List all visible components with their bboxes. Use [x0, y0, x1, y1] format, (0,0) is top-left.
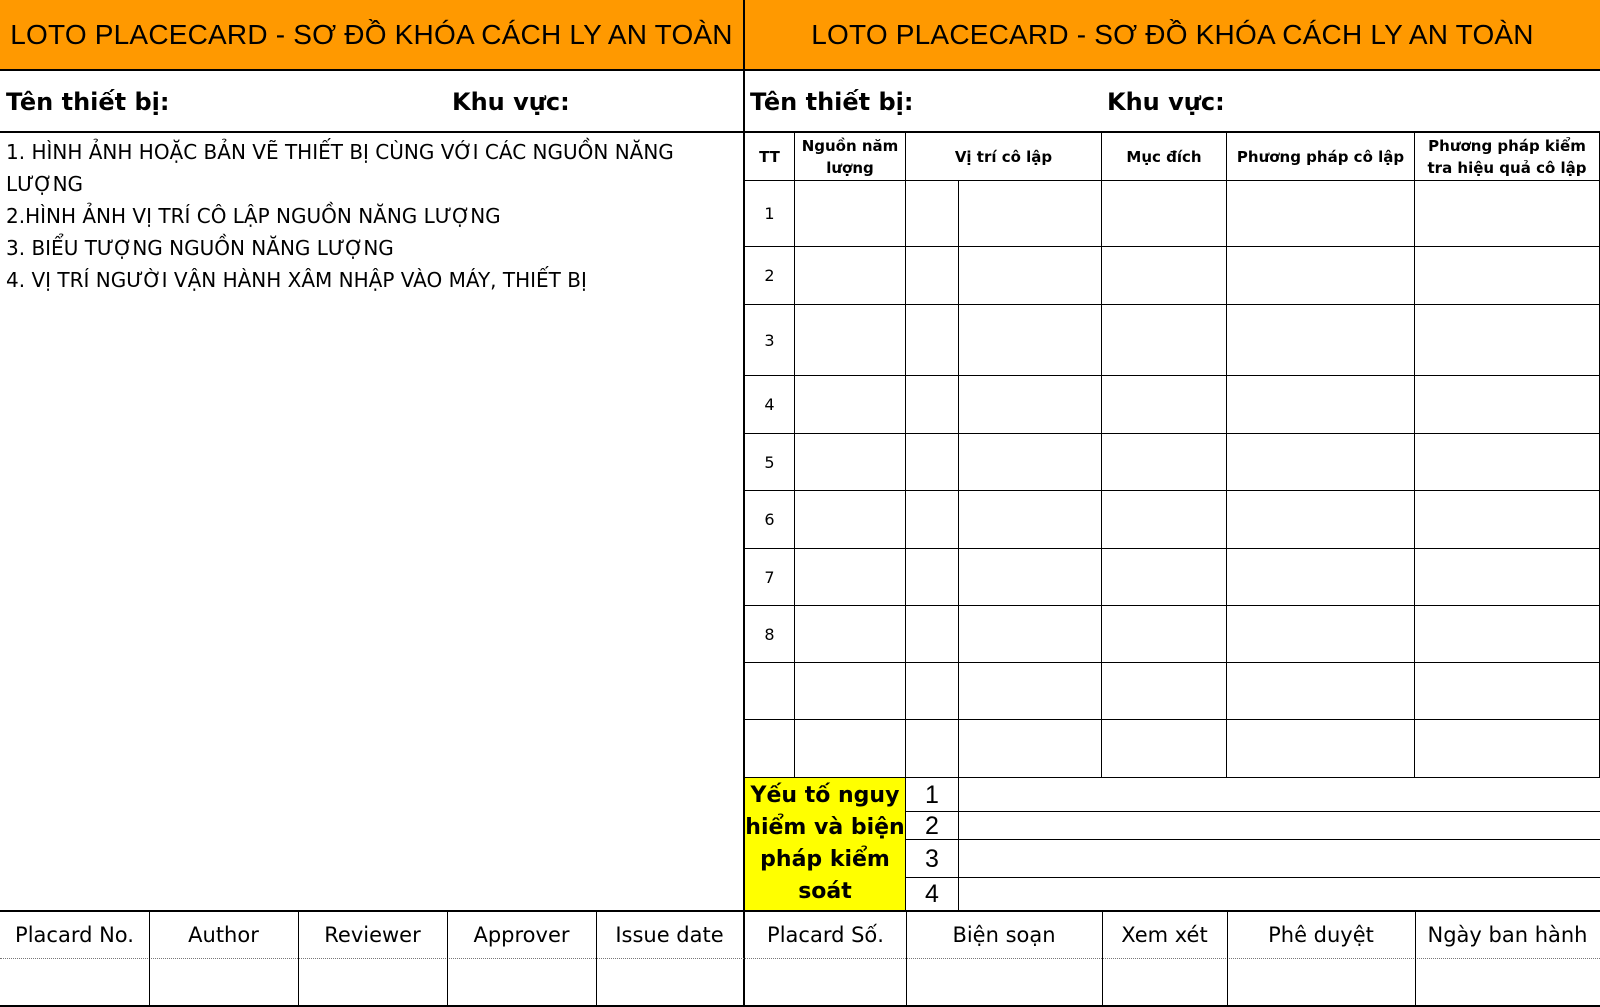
cell-purpose[interactable] — [1102, 376, 1227, 434]
cell-location-b[interactable] — [959, 434, 1102, 491]
cell-purpose[interactable] — [1102, 305, 1227, 376]
hazard-control-label: Yếu tố nguy hiểm và biện pháp kiểm soát — [745, 778, 906, 910]
cell-method[interactable] — [1227, 434, 1415, 491]
footer-right-phe-duyet: Phê duyệt — [1268, 923, 1374, 947]
cell-verify[interactable] — [1415, 181, 1600, 247]
cell-purpose[interactable] — [1102, 606, 1227, 663]
footer-right-placard-so-value[interactable] — [745, 960, 906, 1004]
table-row — [745, 247, 1600, 305]
table-row — [745, 663, 1600, 720]
cell-verify[interactable] — [1415, 606, 1600, 663]
cell-method[interactable] — [1227, 720, 1415, 778]
cell-source[interactable] — [795, 549, 906, 606]
table-row — [745, 720, 1600, 778]
row-number: 5 — [745, 434, 795, 491]
instruction-item-4: 4. VỊ TRÍ NGƯỜI VẬN HÀNH XÂM NHẬP VÀO MÁY, THIẾT BỊ — [6, 268, 587, 292]
footer-right-bien-soan: Biện soạn — [952, 923, 1056, 947]
cell-verify[interactable] — [1415, 376, 1600, 434]
cell-verify[interactable] — [1415, 247, 1600, 305]
row-number: 2 — [745, 247, 795, 305]
cell-source[interactable] — [795, 720, 906, 778]
placecard-title-right: LOTO PLACECARD - SƠ ĐỒ KHÓA CÁCH LY AN TOÀN — [745, 0, 1600, 71]
cell-method[interactable] — [1227, 491, 1415, 549]
cell-source[interactable] — [795, 247, 906, 305]
table-header-verify: Phương pháp kiểm tra hiệu quả cô lập — [1415, 133, 1600, 181]
footer-right-ngay-ban-hanh: Ngày ban hành — [1427, 923, 1588, 947]
cell-method[interactable] — [1227, 606, 1415, 663]
hazard-entry[interactable] — [959, 778, 1600, 812]
cell-location-a[interactable] — [906, 663, 959, 720]
row-number: 1 — [745, 181, 795, 247]
cell-purpose[interactable] — [1102, 181, 1227, 247]
cell-location-a[interactable] — [906, 491, 959, 549]
cell-location-b[interactable] — [959, 549, 1102, 606]
footer-left-reviewer: Reviewer — [324, 923, 421, 947]
footer-dotted-line — [0, 958, 1600, 959]
cell-purpose[interactable] — [1102, 720, 1227, 778]
cell-location-a[interactable] — [906, 305, 959, 376]
cell-verify[interactable] — [1415, 720, 1600, 778]
footer-left-approver-value[interactable] — [447, 960, 596, 1004]
footer-left-author: Author — [188, 923, 259, 947]
list-item — [906, 840, 1600, 878]
cell-source[interactable] — [795, 491, 906, 549]
cell-location-b[interactable] — [959, 720, 1102, 778]
cell-verify[interactable] — [1415, 434, 1600, 491]
footer-right-xem-xet-value[interactable] — [1102, 960, 1227, 1004]
cell-verify[interactable] — [1415, 663, 1600, 720]
cell-method[interactable] — [1227, 305, 1415, 376]
cell-method[interactable] — [1227, 663, 1415, 720]
table-header-tt: TT — [745, 133, 795, 181]
cell-purpose[interactable] — [1102, 434, 1227, 491]
table-row — [745, 606, 1600, 663]
hazard-number: 4 — [906, 878, 959, 910]
footer-right-bien-soan-value[interactable] — [906, 960, 1102, 1004]
footer-right-xem-xet: Xem xét — [1121, 923, 1208, 947]
cell-method[interactable] — [1227, 247, 1415, 305]
footer-right-ngay-ban-hanh-value[interactable] — [1415, 960, 1600, 1004]
hazard-entry[interactable] — [959, 812, 1600, 840]
cell-verify[interactable] — [1415, 305, 1600, 376]
energy-isolation-table — [745, 133, 1600, 778]
list-item — [906, 812, 1600, 840]
footer-left-approver: Approver — [473, 923, 570, 947]
table-row — [745, 181, 1600, 247]
cell-location-b[interactable] — [959, 376, 1102, 434]
hazard-number: 1 — [906, 778, 959, 812]
equipment-name-label-right: Tên thiết bị: — [750, 88, 914, 116]
equipment-name-label-left: Tên thiết bị: — [6, 88, 170, 116]
cell-location-a[interactable] — [906, 181, 959, 247]
cell-purpose[interactable] — [1102, 491, 1227, 549]
table-row — [745, 549, 1600, 606]
cell-source[interactable] — [795, 606, 906, 663]
cell-location-a[interactable] — [906, 376, 959, 434]
placecard-title-left: LOTO PLACECARD - SƠ ĐỒ KHÓA CÁCH LY AN TOÀN — [0, 0, 743, 71]
list-item — [906, 778, 1600, 812]
footer-left-issue-date: Issue date — [615, 923, 724, 947]
cell-source[interactable] — [795, 305, 906, 376]
cell-verify[interactable] — [1415, 549, 1600, 606]
table-header-purpose: Mục đích — [1102, 133, 1227, 181]
instruction-item-1: 1. HÌNH ẢNH HOẶC BẢN VẼ THIẾT BỊ CÙNG VỚI CÁC NGUỒN NĂNG LƯỢNG — [6, 140, 674, 196]
cell-purpose[interactable] — [1102, 247, 1227, 305]
cell-source[interactable] — [795, 376, 906, 434]
area-label-left: Khu vực: — [452, 88, 570, 116]
footer-right-phe-duyet-value[interactable] — [1227, 960, 1415, 1004]
table-header-location: Vị trí cô lập — [906, 133, 1102, 181]
cell-location-b[interactable] — [959, 491, 1102, 549]
hazard-entry[interactable] — [959, 878, 1600, 910]
cell-location-b[interactable] — [959, 663, 1102, 720]
table-row — [745, 305, 1600, 376]
cell-location-b[interactable] — [959, 305, 1102, 376]
row-number: 3 — [745, 305, 795, 376]
cell-location-b[interactable] — [959, 247, 1102, 305]
row-number — [745, 663, 795, 720]
row-number: 7 — [745, 549, 795, 606]
list-item — [906, 878, 1600, 910]
table-row — [745, 376, 1600, 434]
hazard-control-list — [906, 778, 1600, 910]
instruction-item-3: 3. BIỂU TƯỢNG NGUỒN NĂNG LƯỢNG — [6, 236, 394, 260]
table-row — [745, 434, 1600, 491]
footer-left-author-value[interactable] — [149, 960, 298, 1004]
table-header-method: Phương pháp cô lập — [1227, 133, 1415, 181]
cell-location-a[interactable] — [906, 606, 959, 663]
cell-location-b[interactable] — [959, 181, 1102, 247]
footer-left-placard-no: Placard No. — [15, 923, 134, 947]
cell-method[interactable] — [1227, 181, 1415, 247]
footer-left-placard-no-value[interactable] — [0, 960, 149, 1004]
cell-location-a[interactable] — [906, 247, 959, 305]
cell-source[interactable] — [795, 663, 906, 720]
row-number — [745, 720, 795, 778]
table-row — [745, 491, 1600, 549]
hazard-number: 2 — [906, 812, 959, 840]
hazard-entry[interactable] — [959, 840, 1600, 878]
cell-location-a[interactable] — [906, 549, 959, 606]
cell-location-b[interactable] — [959, 606, 1102, 663]
cell-verify[interactable] — [1415, 491, 1600, 549]
cell-location-a[interactable] — [906, 720, 959, 778]
cell-source[interactable] — [795, 181, 906, 247]
cell-purpose[interactable] — [1102, 549, 1227, 606]
table-header-source: Nguồn năm lượng — [795, 133, 906, 181]
cell-source[interactable] — [795, 434, 906, 491]
footer-left-reviewer-value[interactable] — [298, 960, 447, 1004]
cell-method[interactable] — [1227, 549, 1415, 606]
instruction-item-2: 2.HÌNH ẢNH VỊ TRÍ CÔ LẬP NGUỒN NĂNG LƯỢNG — [6, 204, 501, 228]
area-label-right: Khu vực: — [1107, 88, 1225, 116]
cell-purpose[interactable] — [1102, 663, 1227, 720]
instruction-list — [6, 136, 726, 296]
row-number: 6 — [745, 491, 795, 549]
table-body — [745, 181, 1600, 778]
row-number: 4 — [745, 376, 795, 434]
footer-right-placard-so: Placard Số. — [767, 923, 884, 947]
hazard-number: 3 — [906, 840, 959, 878]
footer-left-issue-date-value[interactable] — [596, 960, 743, 1004]
cell-method[interactable] — [1227, 376, 1415, 434]
cell-location-a[interactable] — [906, 434, 959, 491]
row-number: 8 — [745, 606, 795, 663]
